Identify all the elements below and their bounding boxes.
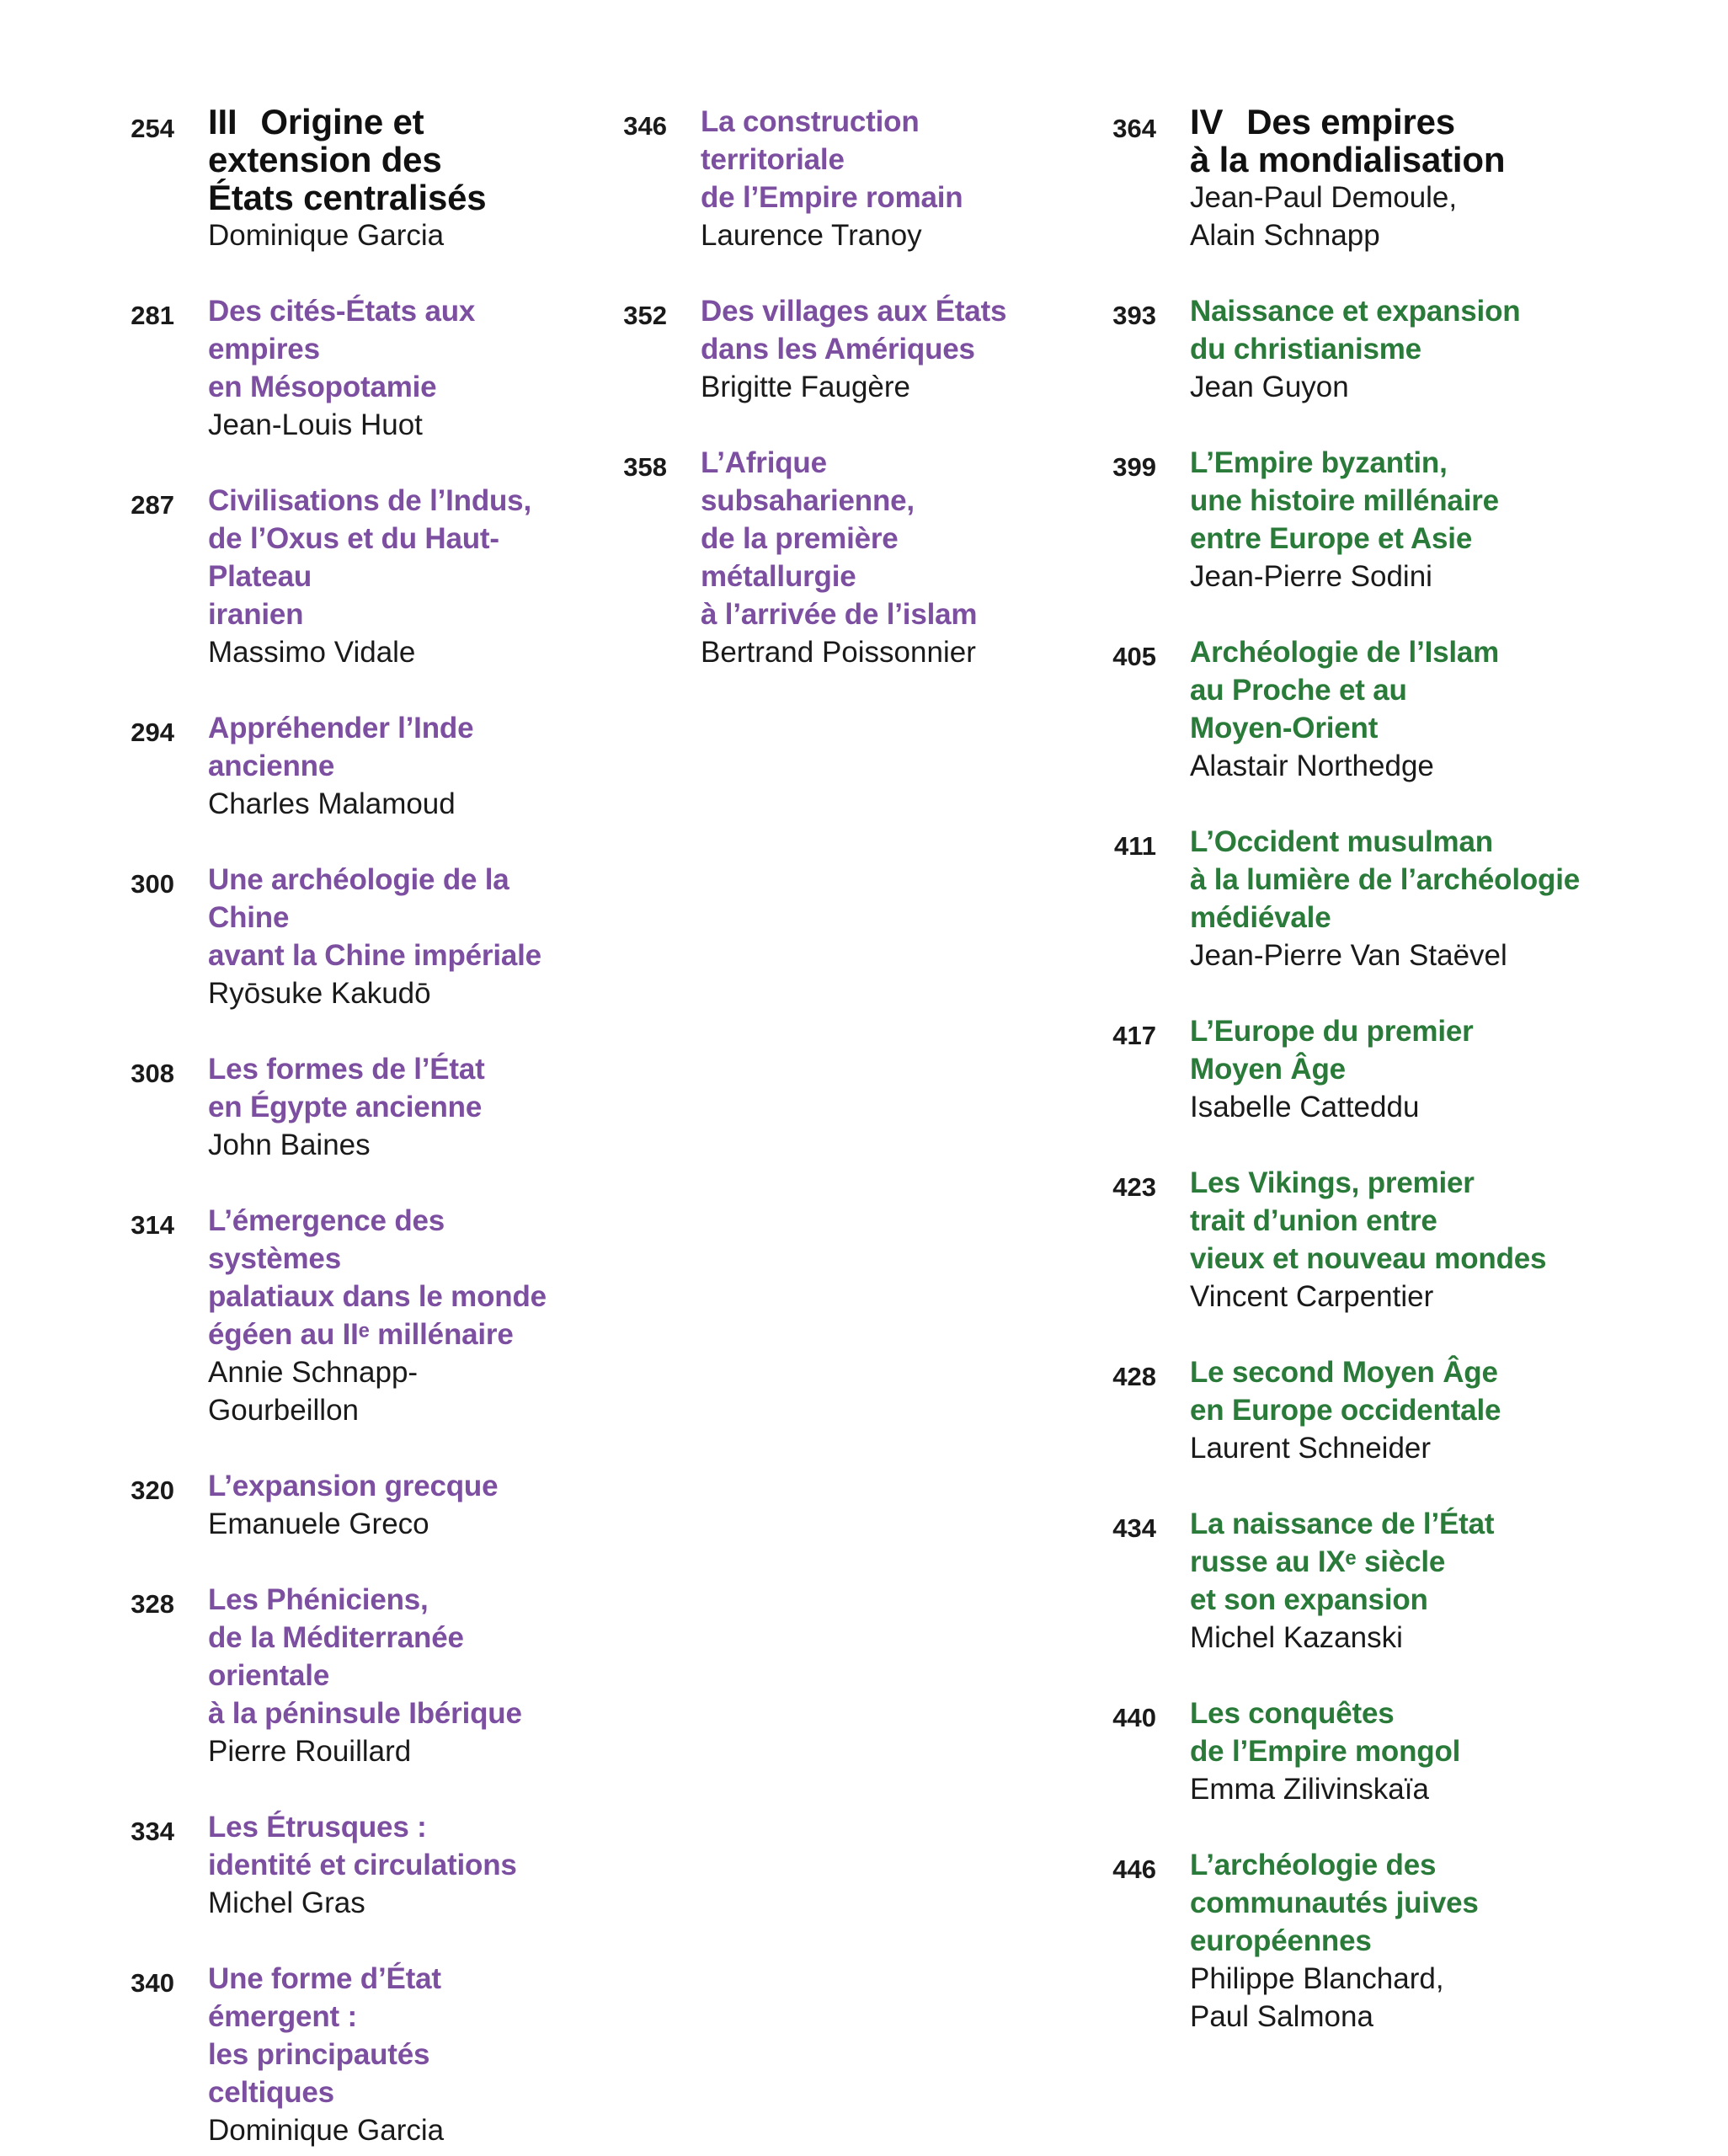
toc-column-3 (1066, 103, 1656, 2036)
toc-entry[interactable] (84, 1202, 556, 1429)
toc-entry[interactable] (1066, 1505, 1656, 1657)
chapter-title: Le second Moyen Âge en Europe occidentale (1190, 1356, 1501, 1427)
author: Jean Guyon (1190, 371, 1349, 403)
toc-entry[interactable] (1066, 823, 1656, 974)
chapter-title: Les conquêtes de l’Empire mongol (1190, 1697, 1461, 1768)
toc-entry[interactable] (84, 861, 556, 1012)
author: Jean-Pierre Van Staëvel (1190, 939, 1507, 972)
page-number: 308 (131, 1059, 174, 1088)
chapter-title: L’Afrique subsaharienne, de la première métallurgie à l’arrivée de l’islam (701, 446, 978, 631)
toc-entry[interactable] (84, 709, 556, 823)
chapter-title: Les Phéniciens, de la Méditerranée orientale à la péninsule Ibérique (208, 1583, 522, 1730)
author: Pierre Rouillard (208, 1735, 412, 1768)
page-number: 440 (1112, 1703, 1156, 1732)
page-number: 334 (131, 1817, 174, 1846)
toc-entry[interactable] (577, 444, 1048, 671)
toc-column-2 (577, 103, 1048, 671)
chapter-title: La naissance de l’État russe au IXᵉ siècle et son expansion (1190, 1508, 1495, 1616)
author: Laurence Tranoy (701, 219, 922, 252)
chapter-title: Archéologie de l’Islam au Proche et au Moyen-Orient (1190, 636, 1500, 744)
author: Michel Kazanski (1190, 1621, 1403, 1654)
page-number: 358 (623, 452, 667, 482)
author: Alastair Northedge (1190, 750, 1434, 782)
author: Annie Schnapp-Gourbeillon (208, 1356, 419, 1427)
toc-entry[interactable] (1066, 633, 1656, 785)
page-number: 314 (131, 1210, 174, 1240)
author: Brigitte Faugère (701, 371, 911, 403)
page-number: 346 (623, 111, 667, 141)
page-number: 320 (131, 1476, 174, 1505)
author: Jean-Pierre Sodini (1190, 560, 1432, 593)
toc-entry[interactable] (84, 1581, 556, 1770)
toc-entry[interactable] (84, 482, 556, 671)
chapter-title: L’émergence des systèmes palatiaux dans le monde égéen au IIᵉ millénaire (208, 1204, 547, 1351)
author: John Baines (208, 1129, 371, 1161)
toc-entry[interactable] (84, 1808, 556, 1922)
page-number: 254 (131, 114, 174, 143)
toc-entry[interactable] (1066, 1164, 1656, 1315)
toc-entry[interactable] (1066, 1012, 1656, 1126)
page-number: 428 (1112, 1362, 1156, 1391)
chapter-title: Des cités-États aux empires en Mésopotamie (208, 295, 476, 403)
author: Dominique Garcia (208, 2114, 445, 2147)
author: Vincent Carpentier (1190, 1280, 1434, 1313)
part-number: III (208, 102, 237, 141)
part-title: III Origine et extension des États centralisés (208, 102, 487, 217)
chapter-title: Naissance et expansion du christianisme (1190, 295, 1521, 366)
author: Emanuele Greco (208, 1508, 429, 1540)
toc-entry[interactable] (84, 1467, 556, 1543)
author: Jean-Paul Demoule, Alain Schnapp (1190, 181, 1458, 252)
toc-entry[interactable] (1066, 1694, 1656, 1808)
page-number: 393 (1112, 301, 1156, 330)
author: Dominique Garcia (208, 219, 445, 252)
chapter-title: Appréhender l’Inde ancienne (208, 712, 474, 782)
chapter-title: Une forme d’État émergent : les principautés celtiques (208, 1962, 441, 2109)
chapter-title: Des villages aux États dans les Amériques (701, 295, 1007, 366)
chapter-title: Les Étrusques : identité et circulations (208, 1811, 517, 1881)
toc-entry[interactable] (1066, 444, 1656, 595)
page-number: 300 (131, 869, 174, 899)
author: Massimo Vidale (208, 636, 416, 669)
author: Emma Zilivinskaïa (1190, 1773, 1429, 1806)
author: Bertrand Poissonnier (701, 636, 976, 669)
chapter-title: Les Vikings, premier trait d’union entre vieux et nouveau mondes (1190, 1166, 1547, 1275)
page-number: 294 (131, 718, 174, 747)
toc-entry[interactable] (84, 1960, 556, 2149)
page-number: 364 (1112, 114, 1156, 143)
chapter-title: Les formes de l’État en Égypte ancienne (208, 1053, 485, 1123)
toc-entry[interactable] (84, 1050, 556, 1164)
page-number: 434 (1112, 1513, 1156, 1543)
chapter-title: L’archéologie des communautés juives européennes (1190, 1849, 1479, 1957)
author: Michel Gras (208, 1886, 365, 1919)
chapter-title: L’Europe du premier Moyen Âge (1190, 1015, 1474, 1086)
part-title: IV Des empires à la mondialisation (1190, 102, 1506, 179)
chapter-title: L’expansion grecque (208, 1470, 499, 1502)
part-number: IV (1190, 102, 1224, 141)
toc-part-heading[interactable] (1066, 103, 1656, 254)
page-number: 352 (623, 301, 667, 330)
page-number: 328 (131, 1589, 174, 1619)
toc-entry[interactable] (84, 292, 556, 444)
page-number: 399 (1112, 452, 1156, 482)
page-number: 411 (1113, 831, 1156, 861)
chapter-title: La construction territoriale de l’Empire romain (701, 105, 963, 214)
author: Laurent Schneider (1190, 1432, 1432, 1465)
page-number: 417 (1112, 1021, 1156, 1050)
author: Isabelle Catteddu (1190, 1091, 1420, 1123)
toc-entry[interactable] (1066, 1353, 1656, 1467)
author: Ryōsuke Kakudō (208, 977, 431, 1010)
toc-entry[interactable] (577, 103, 1048, 254)
chapter-title: Civilisations de l’Indus, de l’Oxus et du Haut-Plateau iranien (208, 484, 531, 631)
toc-part-heading[interactable] (84, 103, 556, 254)
chapter-title: L’Empire byzantin, une histoire millénaire entre Europe et Asie (1190, 446, 1499, 555)
page-number: 340 (131, 1968, 174, 1998)
chapter-title: Une archéologie de la Chine avant la Chine impériale (208, 863, 541, 972)
author: Philippe Blanchard, Paul Salmona (1190, 1962, 1444, 2033)
page-number: 281 (131, 301, 174, 330)
page-number: 287 (131, 490, 174, 520)
page-number: 423 (1112, 1172, 1156, 1202)
toc-entry[interactable] (1066, 1846, 1656, 2036)
chapter-title: L’Occident musulman à la lumière de l’archéologie médiévale (1190, 825, 1580, 934)
page-number: 405 (1112, 642, 1156, 671)
toc-column-1 (84, 103, 556, 2149)
toc-entry[interactable] (1066, 292, 1656, 406)
author: Charles Malamoud (208, 787, 456, 820)
page-number: 446 (1112, 1854, 1156, 1884)
author: Jean-Louis Huot (208, 408, 423, 441)
toc-entry[interactable] (577, 292, 1048, 406)
